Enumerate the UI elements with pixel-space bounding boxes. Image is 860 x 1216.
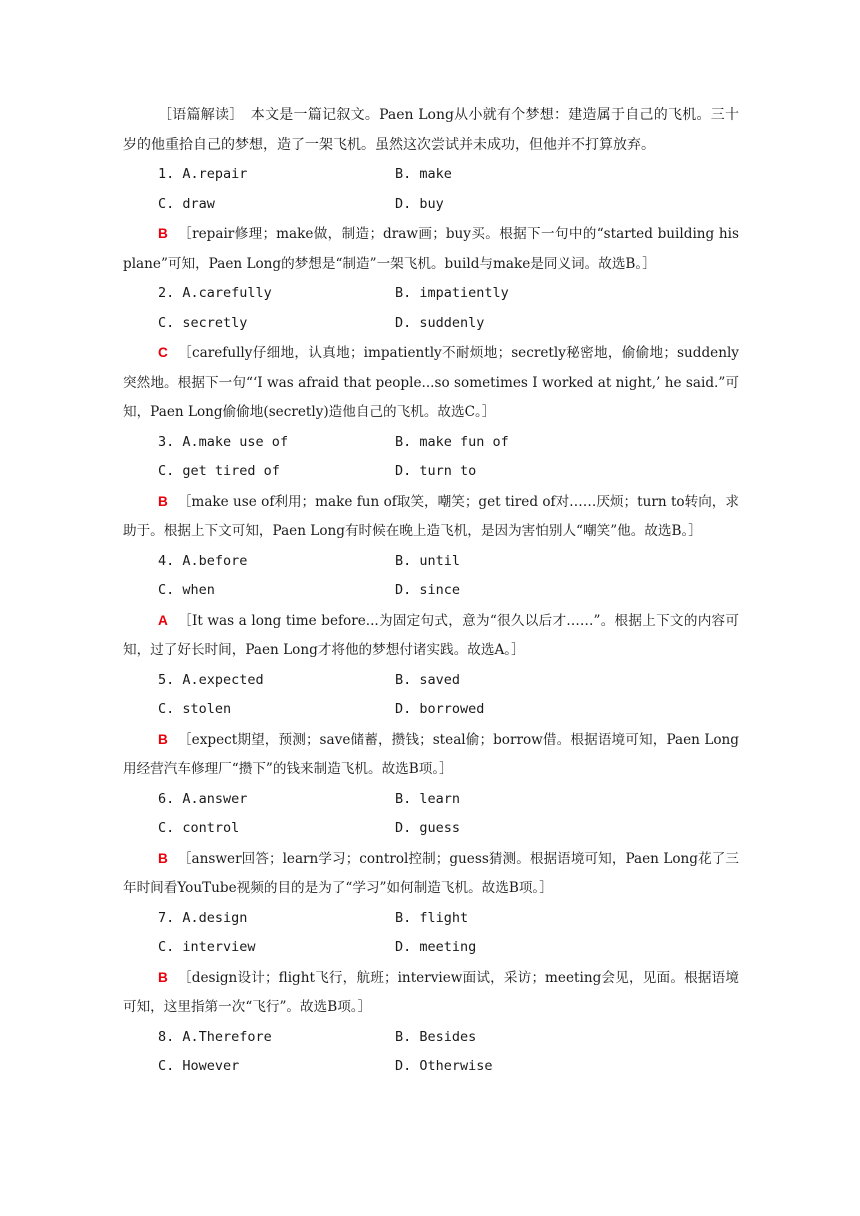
question-8-options-row-2 bbox=[123, 1052, 739, 1082]
question-4-options-row-2 bbox=[123, 576, 739, 606]
question-number-and-option-a: 4. A.before bbox=[158, 552, 248, 569]
question-number-and-option-a: 3. A.make use of bbox=[158, 433, 289, 450]
option-b: B. until bbox=[395, 552, 461, 569]
question-number-and-option-a: 7. A.design bbox=[158, 909, 248, 926]
question-1-options-row-1 bbox=[123, 160, 739, 190]
question-7-explanation bbox=[123, 963, 739, 1023]
question-2-options-row-1 bbox=[123, 279, 739, 309]
answer-letter: B bbox=[158, 969, 168, 985]
explanation-text: ［answer回答；learn学习；control控制；guess猜测。根据语境可知，Paen Long花了三年时间看YouTube视频的目的是为了“学习”如何制造飞机。故选B项。］ bbox=[123, 850, 739, 896]
question-1-options-row-2 bbox=[123, 190, 739, 220]
question-3-options-row-2 bbox=[123, 457, 739, 487]
option-c: C. stolen bbox=[158, 701, 232, 717]
question-5-options-row-1 bbox=[123, 666, 739, 696]
question-6-options-row-2 bbox=[123, 814, 739, 844]
option-c: C. when bbox=[158, 582, 215, 598]
question-3-explanation bbox=[123, 487, 739, 547]
explanation-text: ［repair修理；make做，制造；draw画；buy买。根据下一句中的“started building his plane”可知，Paen Long的梦想是“制造”一架飞机。build与make是同义词。故选B。］ bbox=[123, 226, 739, 272]
option-b: B. flight bbox=[395, 909, 469, 926]
answer-letter: B bbox=[158, 493, 168, 509]
passage-analysis-label: ［语篇解读］ bbox=[158, 107, 237, 123]
option-c: C. get tired of bbox=[158, 463, 280, 479]
option-c: C. However bbox=[158, 1058, 240, 1074]
option-d: D. Otherwise bbox=[395, 1058, 493, 1074]
question-5-options-row-2 bbox=[123, 695, 739, 725]
option-d: D. guess bbox=[395, 820, 461, 836]
question-6-explanation bbox=[123, 844, 739, 904]
question-number-and-option-a: 8. A.Therefore bbox=[158, 1028, 272, 1045]
answer-letter: B bbox=[158, 850, 168, 866]
explanation-text: ［design设计；flight飞行，航班；interview面试，采访；meeting会见，见面。根据语境可知，这里指第一次“飞行”。故选B项。］ bbox=[123, 969, 740, 1015]
option-b: B. saved bbox=[395, 671, 461, 688]
answer-letter: B bbox=[158, 226, 168, 241]
option-b: B. learn bbox=[395, 790, 461, 807]
option-c: C. control bbox=[158, 820, 240, 836]
question-number-and-option-a: 6. A.answer bbox=[158, 790, 248, 807]
question-7-options-row-1 bbox=[123, 904, 739, 934]
answer-letter: A bbox=[158, 612, 168, 628]
option-d: D. borrowed bbox=[395, 701, 485, 717]
question-3-options-row-1 bbox=[123, 428, 739, 458]
option-c: C. interview bbox=[158, 939, 256, 955]
question-4-explanation bbox=[123, 606, 739, 666]
option-c: C. draw bbox=[158, 195, 215, 212]
answer-letter: C bbox=[158, 345, 168, 360]
option-c: C. secretly bbox=[158, 314, 248, 331]
option-d: D. buy bbox=[395, 195, 444, 212]
question-5-explanation bbox=[123, 725, 739, 785]
passage-analysis-text: 本文是一篇记叙文。Paen Long从小就有个梦想：建造属于自己的飞机。三十岁的他重拾自己的梦想，造了一架飞机。虽然这次尝试并未成功，但他并不打算放弃。 bbox=[123, 107, 740, 153]
passage-analysis bbox=[123, 101, 739, 160]
question-8-options-row-1 bbox=[123, 1023, 739, 1053]
option-b: B. Besides bbox=[395, 1028, 477, 1045]
option-d: D. turn to bbox=[395, 463, 477, 479]
explanation-text: ［make use of利用；make fun of取笑，嘲笑；get tired of对……厌烦；turn to转向，求助于。根据上下文可知，Paen Long有时候在晚上造飞机，是因为害怕别人“嘲笑”他。故选B。］ bbox=[123, 493, 739, 539]
question-7-options-row-2 bbox=[123, 933, 739, 963]
explanation-text: ［expect期望，预测；save储蓄，攒钱；steal偷；borrow借。根据语境可知，Paen Long用经营汽车修理厂“攒下”的钱来制造飞机。故选B项。］ bbox=[123, 731, 739, 777]
document-body bbox=[123, 101, 739, 1082]
question-1-explanation bbox=[123, 219, 739, 279]
question-number-and-option-a: 5. A.expected bbox=[158, 671, 264, 688]
option-d: D. since bbox=[395, 582, 461, 598]
option-b: B. make bbox=[395, 166, 452, 182]
option-d: D. meeting bbox=[395, 939, 477, 955]
question-number-and-option-a: 2. A.carefully bbox=[158, 285, 272, 301]
option-d: D. suddenly bbox=[395, 314, 485, 331]
option-b: B. impatiently bbox=[395, 285, 509, 301]
explanation-text: ［carefully仔细地，认真地；impatiently不耐烦地；secretly秘密地，偷偷地；suddenly突然地。根据下一句“‘I was afraid that people...so sometimes I worked at night,’ he said.”可知，Paen Long偷偷地(secretly)造他自己的飞机。故选C。］ bbox=[123, 345, 739, 420]
question-number-and-option-a: 1. A.repair bbox=[158, 166, 248, 182]
option-b: B. make fun of bbox=[395, 433, 509, 450]
answer-letter: B bbox=[158, 731, 168, 747]
question-2-explanation bbox=[123, 338, 739, 428]
question-4-options-row-1 bbox=[123, 547, 739, 577]
question-2-options-row-2 bbox=[123, 309, 739, 339]
question-6-options-row-1 bbox=[123, 785, 739, 815]
explanation-text: ［It was a long time before...为固定句式，意为“很久以后才……”。根据上下文的内容可知，过了好长时间，Paen Long才将他的梦想付诸实践。故选A。］ bbox=[123, 612, 739, 658]
